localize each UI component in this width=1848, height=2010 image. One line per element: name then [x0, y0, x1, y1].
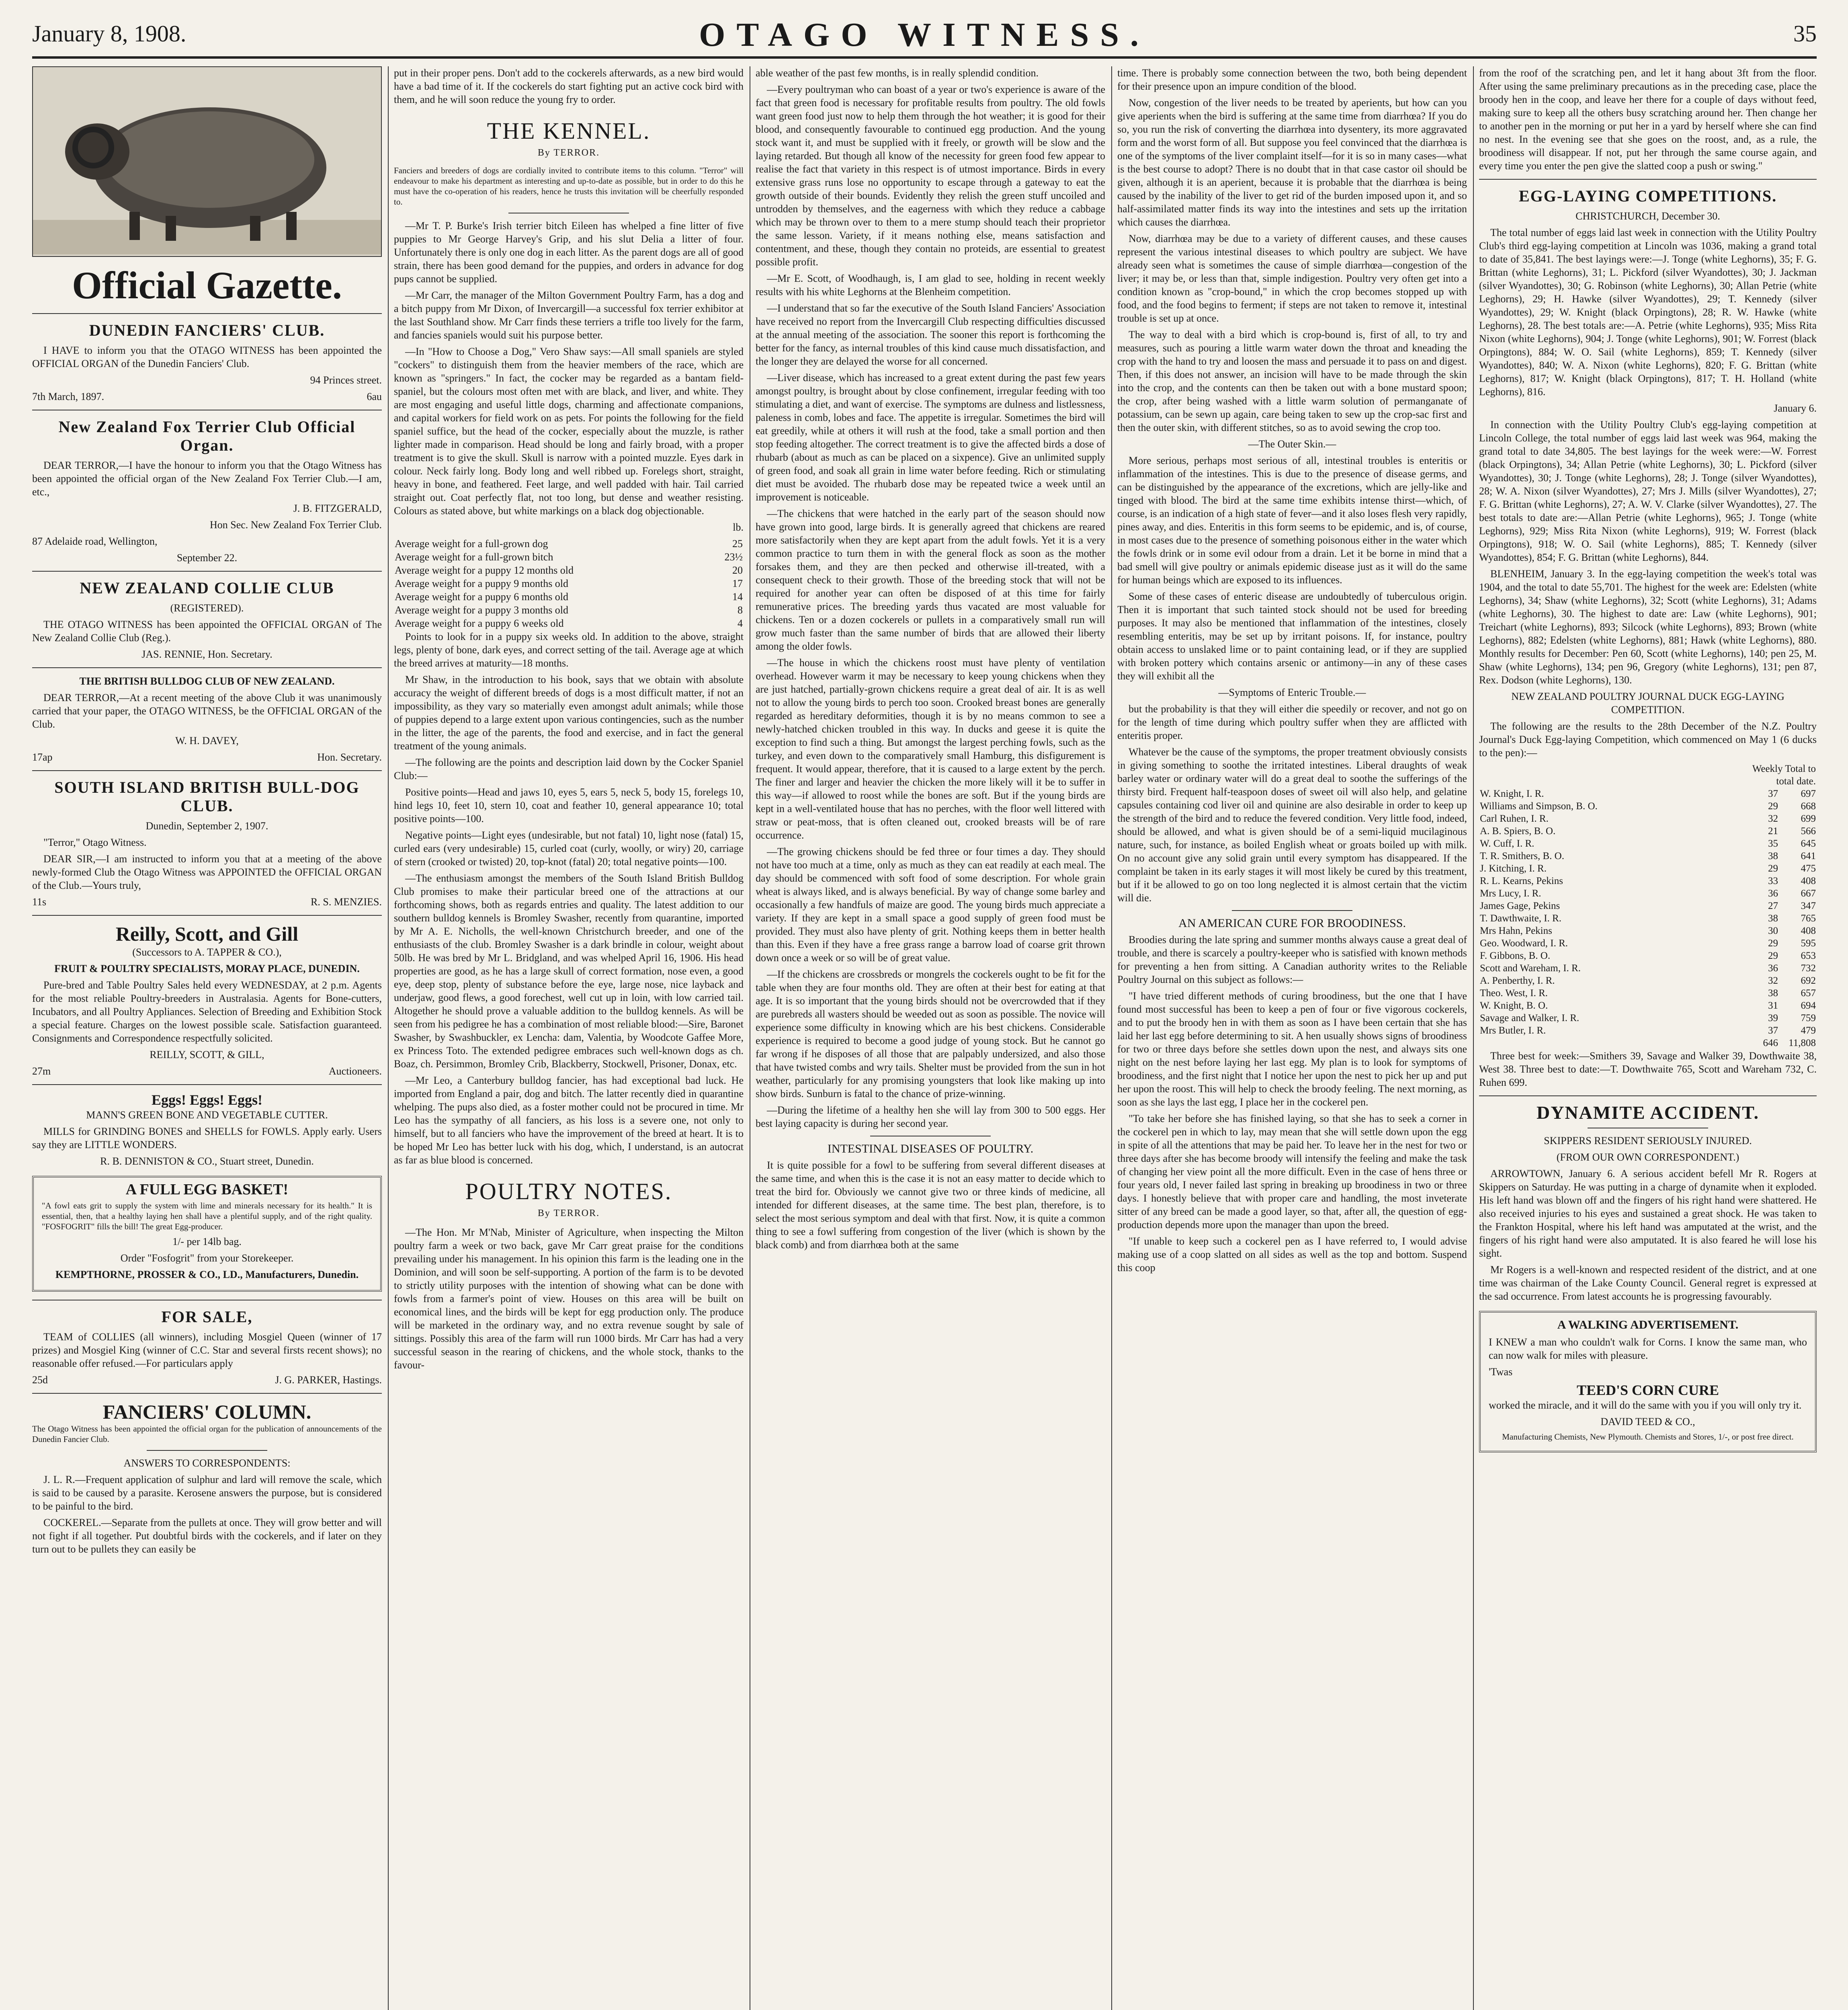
weight-value: 23½	[724, 551, 743, 563]
duck-row	[1479, 999, 1817, 1012]
answer-item: COCKEREL.—Separate from the pullets at once. They will grow better and will not fight if all together. Put doubtful birds with the cockerels, and if later on they turn out to be pullets they can easily be	[32, 1517, 382, 1555]
signature: KEMPTHORNE, PROSSER & CO., LD., Manufacturers, Dunedin.	[55, 1269, 359, 1280]
duck-total: 479	[1801, 1025, 1816, 1036]
paragraph: Points to look for in a puppy six weeks old. In addition to the above, straight legs, plenty of bone, dark eyes, and correct setting of the tail. Average age at which the breed arrives at maturity—18 months.	[394, 631, 744, 669]
paragraph: Some of these cases of enteric disease are undoubtedly of tuberculous origin. Then it is important that such tainted stock should not be used for breeding purposes. It may also be mentioned that inflammation of the intestines, closely resembling enteritis, may be set up by irritant poisons. If, for instance, poultry obtain access to unslaked lime or to paint containing lead, or if they are supplied with broken pottery which contains arsenic or antimony—in any of these cases they will exhibit all the	[1117, 591, 1467, 682]
ram-icon	[33, 67, 381, 254]
weights-row	[394, 590, 744, 603]
weight-label: Average weight for a full-grown dog	[395, 538, 548, 550]
official-gazette-heading: Official Gazette.	[72, 264, 342, 307]
paragraph: —In "How to Choose a Dog," Vero Shaw says:—All small spaniels are styled "cockers" to distinguish them from the heavier members of the race, which are known as "springers." In fact, the cocker may be regarded as a bantam field-spaniel, but the colours most often met with are black, and liver, and white. They are most engaging and useful little dogs, charming and affectionate companions, and capital workers for field work on as pets. For points the following for the field spaniel suffice, but the head of the cocker, especially about the muzzle, is rather lighter made in comparison. Head should be long and fairly broad, with a proper treatment is to give the skull. Skull is narrow with a pointed muzzle. Eyes dark in colour. Neck fairly long. Body long and well ribbed up. Forelegs short, straight, heavy in bone, and feathered. Feet large, and well padded with hair. Tail carried straight out. Coat perfectly flat, not too long, but dense and weather resisting. Colours as stated above, but white markings on a black dog objectionable.	[394, 346, 744, 517]
dynamite-heading: DYNAMITE ACCIDENT.	[1537, 1102, 1759, 1123]
advert-body: TEAM of COLLIES (all winners), including Mosgiel Queen (winner of 17 prizes) and Mosgiel King (winner of C.C. Star and several firsts recent shows); no reasonable offer refused.—For particulars apply	[32, 1331, 382, 1369]
column-rule	[388, 66, 389, 2010]
sheep-illustration	[32, 66, 382, 257]
section-heading: NEW ZEALAND POULTRY JOURNAL DUCK EGG-LAYING COMPETITION.	[1511, 691, 1784, 716]
duck-weekly: 31	[1768, 1000, 1778, 1011]
egg-laying-heading: EGG-LAYING COMPETITIONS.	[1518, 187, 1777, 205]
duck-weekly: 32	[1768, 813, 1778, 824]
ad-code: 25d	[32, 1374, 48, 1386]
advert-body: I KNEW a man who couldn't walk for Corns. I know the same man, who can now walk for miles with pleasure.	[1489, 1336, 1807, 1361]
duck-weekly: 38	[1768, 851, 1778, 861]
paragraph: —The house in which the chickens roost must have plenty of ventilation overhead. However warm it may be necessary to keep young chickens when they are just hatched, partially-grown chickens require a great deal of air. It is as well not to allow the young birds to perch too soon. Crooked breast bones are generally regarded as hereditary deformities, though it is by no means common to see a newly-hatched chicken troubled in this way. In ducks and geese it is quite the exception to find such a thing. But amongst the largest perching fowls, such as the turkey, and even down to the comparatively small Hamburg, this disfigurement is frequent. It would appear, therefore, that it is caused to a large extent by the perch. The finer and larger and heavier the chicken the more likely will it be to suffer in this way—if allowed to roost while the bones are soft. But if the young birds are kept in a well-ventilated house that has no perches, with the floor well littered with straw or peat-moss, that is often cleaned out, crooked breasts will be of rare occurrence.	[756, 657, 1105, 841]
signature: W. H. DAVEY,	[175, 735, 239, 747]
dateline: CHRISTCHURCH, December 30.	[1576, 210, 1720, 222]
paragraph: "To take her before she has finished laying, so that she has to seek a corner in the cockerel pen in which to lay, may mean that she will settle down upon the egg in spite of all the attentions that may be paid her. To leave her in the nest for two or three days after she has become broody will intensify the feeling and make the task of changing her view point all the more difficult. Even in the case of hens three or four years old, I never failed last spring in breaking up broodiness in two or three days. I honestly believe that with proper care and handling, the most inveterate sitter of any breed can be made a good layer, so that, after all, the question of egg-production depends more upon the manager than upon the breed.	[1117, 1113, 1467, 1231]
notice-body: DEAR TERROR,—I have the honour to inform you that the Otago Witness has been appointed the official organ of the New Zealand Fox Terrier Club.—I am, etc.,	[32, 459, 382, 498]
paragraph: —Mr Carr, the manager of the Milton Government Poultry Farm, has a dog and a bitch puppy from Mr Dixon, of Invercargill—a successful fox terrier exhibitor at the last Southland show. Mr Carr finds these terriers a trifle too lively for the farm, and fancies spaniels would suit his purpose better.	[394, 289, 744, 341]
duck-entrant: Geo. Woodward, I. R.	[1480, 938, 1568, 949]
duck-weekly: 37	[1768, 788, 1778, 799]
advert-body: Pure-bred and Table Poultry Sales held every WEDNESDAY, at 2 p.m. Agents for the most reliable Poultry-breeders in Australasia. Agents for Bone-cutters, Incubators, and all Poultry Appliances. Selection of Breeding and Exhibition Stock a special feature. Charges on the lowest possible scale. Satisfaction guaranteed. Consignments and Correspondence respectfully solicited.	[32, 979, 382, 1044]
weight-value: 25	[732, 538, 743, 550]
paragraph: It is quite possible for a fowl to be suffering from several different diseases at the same time, and when this is the case it is not an easy matter to decide which to treat the bird for. Obviously we cannot give two or three kinds of medicine, all intended for different diseases, at the same time. The best plan, therefore, is to select the most serious symptom and deal with that first. Now, it is quite a common thing to see a fowl suffering from congestion of the liver (which is shown by the black comb) and from diarrhœa both at the same	[756, 1159, 1105, 1251]
duck-weekly: 30	[1768, 925, 1778, 936]
duck-total: 566	[1801, 826, 1816, 837]
ad-code: 27m	[32, 1065, 51, 1077]
paragraph: Whatever be the cause of the symptoms, the proper treatment obviously consists in giving something to soothe the irritated intestines. Liberal draughts of weak barley water or ordinary water will do a great deal to soothe the sufferings of the thirsty bird. Frequent half-teaspoon doses of sweet oil will also help, and gelatine capsules containing cod liver oil and quinine are also desirable in order to keep up the strength of the bird and to reduce the fevered condition. Very little food, indeed, should be allowed, and what is given should be of a semi-liquid mucilaginous nature, such, for instance, as boiled English wheat or groats boiled up with milk. On no account give any solid grain until every symptom has disappeared. If the complaint be taken in its early stages it will most likely be cured by this treatment, but if it be allowed to go on too long neglected it is almost certain that the victim will die.	[1117, 746, 1467, 904]
duck-row	[1479, 962, 1817, 974]
egg-basket-advert	[32, 1176, 382, 1292]
subheading: SKIPPERS RESIDENT SERIOUSLY INJURED.	[1544, 1135, 1752, 1147]
advert-title: A FULL EGG BASKET!	[125, 1181, 289, 1198]
paragraph: Positive points—Head and jaws 10, eyes 5, ears 5, neck 5, body 15, forelegs 10, hind legs 10, feet 10, stern 10, coat and feather 10, general appearance 10; total positive points—100.	[394, 786, 744, 825]
byline: (FROM OUR OWN CORRESPONDENT.)	[1556, 1151, 1739, 1163]
paragraph: —Mr E. Scott, of Woodhaugh, is, I am glad to see, holding in recent weekly results with his white Leghorns at the Blenheim competition.	[756, 273, 1105, 297]
duck-weekly: 29	[1768, 863, 1778, 874]
duck-row	[1479, 812, 1817, 825]
paragraph: More serious, perhaps most serious of all, intestinal troubles is enteritis or inflammation of the intestines. This is due to the presence of disease germs, and can be distinguished by the appearance of the excretions, which are jelly-like and tinged with blood. The bird at the same time exhibits intense thirst—which, of course, is an indication of a high state of fever—and it also loses flesh very rapidly, pines away, and dies. Enteritis in this form seems to be epidemic, and is, of course, in most cases due to the presence of something poisonous either in the water which the fowls drink or in some evil odour from a drain. Let it be borne in mind that a bad smell will give poultry or animals epidemic disease just as it will do the same for human beings which are exposed to its influences.	[1117, 455, 1467, 586]
duck-total: 694	[1801, 1000, 1816, 1011]
duck-weekly: 33	[1768, 876, 1778, 886]
weights-row	[394, 603, 744, 617]
paragraph: The way to deal with a bird which is crop-bound is, first of all, to try and measures, such as pouring a little warm water down the throat and kneading the crop with the hand to try and loosen the mass and persuade it to pass on and digest. Then, if this does not answer, an incision will have to be made through the skin into the crop, and the contents can then be taken out with a bone mustard spoon; the crop, after being washed with a little warm solution of permanganate of potassium, can be sewn up again, care being taken to sew up the crop-sac first and then the outer skin, with different stitches, so as to avoid sewing the crop too.	[1117, 329, 1467, 433]
signature: J. B. FITZGERALD,	[293, 503, 382, 514]
weights-row	[394, 577, 744, 590]
column-rule	[1111, 66, 1112, 2010]
column-5	[1479, 66, 1817, 2010]
paragraph: —Every poultryman who can boast of a year or two's experience is aware of the fact that green food is necessary for profitable results from poultry. The old fowls want green food just now to help them through the hot weather; it is good for their blood, and consequently favourable to continued egg production. And the young stock want it, and must be supplied with it freely, or growth will be slow and the laying retarded. But though all know of the necessity for green food few appear to realise the fact that variety in this respect is of utmost importance. Birds in every extensive grass runs lose no opportunity to escape through a gateway to eat the growth outside of their bounds. Evidently they relish the green stuff uncoiled and untrodden by themselves, and the eagerness with which they reduce a cabbage which may be thrown over to them to a mere stump should teach their proprietor the same lesson. Variety, if it means nothing else, means satisfaction and contentment, and these, though they contain no proteids, are essential to greatest possible profit.	[756, 84, 1105, 268]
notice-title: DUNEDIN FANCIERS' CLUB.	[89, 321, 325, 339]
paragraph: —During the lifetime of a healthy hen she will lay from 300 to 500 eggs. Her best laying capacity is during her second year.	[756, 1104, 1105, 1129]
duck-total: 697	[1801, 788, 1816, 799]
weights-unit: lb.	[733, 521, 744, 533]
weight-label: Average weight for a puppy 9 months old	[395, 578, 569, 589]
duck-total: 667	[1801, 888, 1816, 899]
grand-total: 11,808	[1789, 1038, 1816, 1048]
column-2	[394, 66, 744, 2010]
notice-subtitle: (REGISTERED).	[170, 602, 244, 614]
duck-entrant: A. B. Spiers, B. O.	[1480, 826, 1556, 837]
notice-date: September 22.	[176, 552, 238, 564]
duck-weekly: 32	[1768, 975, 1778, 986]
signature: JAS. RENNIE, Hon. Secretary.	[141, 648, 272, 660]
weight-value: 4	[738, 617, 743, 629]
paragraph: time. There is probably some connection between the two, both being dependent for their presence upon an impure condition of the blood.	[1117, 67, 1467, 92]
advert-tagline: MANN'S GREEN BONE AND VEGETABLE CUTTER.	[86, 1109, 328, 1121]
notice-date: 7th March, 1897.	[32, 391, 104, 402]
advert-tagline: FRUIT & POULTRY SPECIALISTS, MORAY PLACE, DUNEDIN.	[54, 963, 360, 974]
duck-row	[1479, 974, 1817, 987]
duck-weekly: 29	[1768, 801, 1778, 812]
subheading: —The Outer Skin.—	[1248, 438, 1336, 450]
duck-entrant: Mrs Butler, I. R.	[1480, 1025, 1546, 1036]
duck-entrant: W. Knight, I. R.	[1480, 788, 1544, 799]
duck-total: 759	[1801, 1013, 1816, 1023]
paragraph: —Mr T. P. Burke's Irish terrier bitch Eileen has whelped a fine litter of five puppies to Mr George Harvey's Grip, and his slut Delia a litter of four. Unfortunately there is only one dog in each litter. As the parent dogs are all of good strain, there has been good demand for the puppies, and orders in advance for dog pups cannot be supplied.	[394, 220, 744, 285]
duck-row	[1479, 875, 1817, 887]
duck-row	[1479, 862, 1817, 875]
duck-weekly: 36	[1768, 963, 1778, 974]
paragraph: Now, congestion of the liver needs to be treated by aperients, but how can you give aperients when the bird is suffering at the same time from diarrhœa? If you do so, you run the risk of converting the diarrhœa into dysentery, its more aggravated form and the worst form of all. But suppose you feel convinced that the diarrhœa is one of the symptoms of the liver complaint itself—for it is so in many cases—what is the best course to adopt? There is no doubt that in that case castor oil should be given, although it is an aperient, because it is probable that the diarrhœa is being caused by the inability of the liver to get rid of the burden imposed upon it, and so half-assimilated matter finds its way into the intestines and sets up the irritation which causes the diarrhœa.	[1117, 97, 1467, 228]
signature: R. B. DENNISTON & CO., Stuart street, Dunedin.	[100, 1155, 314, 1167]
notice-body: THE OTAGO WITNESS has been appointed the OFFICIAL ORGAN of The New Zealand Collie Club (Reg.).	[32, 619, 382, 644]
duck-weekly: 27	[1768, 900, 1778, 911]
duck-row	[1479, 987, 1817, 999]
advert-product: TEED'S CORN CURE	[1576, 1382, 1719, 1398]
weekly-total: 646	[1763, 1038, 1778, 1048]
teeds-corn-cure-advert	[1479, 1311, 1817, 1452]
duck-entrant: R. L. Kearns, Pekins	[1480, 876, 1563, 886]
weights-table	[394, 537, 744, 630]
duck-entrant: Williams and Simpson, B. O.	[1480, 801, 1598, 812]
poultry-notes-heading: POULTRY NOTES.	[465, 1178, 672, 1204]
duck-entrant: Savage and Walker, I. R.	[1480, 1013, 1580, 1023]
duck-entrant: Carl Ruhen, I. R.	[1480, 813, 1549, 824]
duck-total: 408	[1801, 876, 1816, 886]
duck-weekly: 37	[1768, 1025, 1778, 1036]
duck-entrant: Mrs Lucy, I. R.	[1480, 888, 1541, 899]
duck-row	[1479, 1012, 1817, 1024]
advert-text: 'Twas	[1489, 1366, 1513, 1378]
weight-label: Average weight for a puppy 12 months old	[395, 564, 574, 576]
kennel-note: Fanciers and breeders of dogs are cordially invited to contribute items to this column. "Terror" will endeavour to make his department as interesting and up-to-date as possible, but in order to do this he must have the co-operation of his readers, hence he trusts this invitation will be cheerfully responded to.	[394, 166, 744, 207]
duck-row	[1479, 925, 1817, 937]
salutation: "Terror," Otago Witness.	[43, 837, 147, 848]
paragraph: —I understand that so far the executive of the South Island Fanciers' Association have received no report from the Invercargill Club respecting difficulties discussed at the annual meeting of the association. The sooner this report is forthcoming the better for the fancy, as internal troubles of this kind cause much dissatisfaction, and the longer they are delayed the worse for all concerned.	[756, 302, 1105, 367]
advert-body: worked the miracle, and it will do the same with you if you will only try it.	[1489, 1399, 1802, 1411]
masthead: OTAGO WITNESS.	[699, 16, 1150, 53]
notice-date: Dunedin, September 2, 1907.	[145, 820, 268, 832]
signature-address: 87 Adelaide road, Wellington,	[32, 535, 158, 547]
signature: REILLY, SCOTT, & GILL,	[150, 1049, 264, 1060]
signature-address: 94 Princes street.	[310, 374, 382, 386]
weight-label: Average weight for a puppy 3 months old	[395, 604, 569, 616]
duck-weekly: 35	[1768, 838, 1778, 849]
paragraph: Negative points—Light eyes (undesirable, but not fatal) 10, light nose (fatal) 15, curled ears (very undesirable) 15, curled coat (curly, woolly, or wiry) 20, carriage of stern (crooked or twisted) 20, top-knot (fatal) 20; total negative points—100.	[394, 829, 744, 868]
duck-row	[1479, 850, 1817, 862]
weights-row	[394, 617, 744, 630]
duck-entrant: F. Gibbons, B. O.	[1480, 950, 1551, 961]
advert-subtitle: (Successors to A. TAPPER & CO.),	[132, 946, 282, 958]
duck-entrant: A. Penberthy, I. R.	[1480, 975, 1555, 986]
paragraph: "If unable to keep such a cockerel pen as I have referred to, I would advise making use of a coop slatted on all sides as well as the top and bottom. Suspend this coop	[1117, 1235, 1467, 1274]
duck-total: 657	[1801, 988, 1816, 999]
paragraph: Three best for week:—Smithers 39, Savage and Walker 39, Dowthwaite 38, West 38. Three best to date:—T. Dowthwaite 765, Scott and Wareham 732, C. Ruhen 699.	[1479, 1050, 1817, 1088]
advert-price: 1/- per 14lb bag.	[172, 1236, 242, 1247]
paragraph: Broodies during the late spring and summer months always cause a great deal of trouble, and there is scarcely a poultry-keeper who is satisfied with known methods for preventing a hen from sitting. A Canadian authority writes to the Reliable Poultry Journal on this subject as follows:—	[1117, 934, 1467, 985]
paragraph: BLENHEIM, January 3. In the egg-laying competition the week's total was 1904, and the total to date 55,701. The highest for the week are: Edelsten (white Leghorns), 34; Shaw (white Leghorns), 32; Scott (white Leghorns), 31; Adams (white Leghorns), 30. The highest to date are: Law (white Leghorns), 901; Treichart (white Leghorns), 893; Silcock (white Leghorns), 893; Brown (white Leghorns), 882; Edelsten (white Leghorns), 881; Hawk (white Leghorns), 880. Monthly results for December: Pen 60, Scott (white Leghorns), 140; pen 25, M. Shaw (white Leghorns), 134; pen 96, Gregory (white Leghorns), 131; pen 87, Rex. Dodson (white Leghorns), 130.	[1479, 568, 1817, 686]
paragraph: "I have tried different methods of curing broodiness, but the one that I have found most successful has been to keep a pen of four or five vigorous cockerels, and to put the broody hen in with them as soon as I have been certain that she has laid her last egg before determining to sit. A hen usually shows signs of broodiness for two or three days before she settles down upon the nest, and always sits one night on the nest before laying her last egg. My plan is to look for symptoms of broodiness, and the first night that I notice her upon the nest to pick her up and put her upon the roost. This will help to check the broody feeling. The next morning, as soon as she lays the last egg, I place her in the cockerel pen.	[1117, 990, 1467, 1108]
duck-weekly: 29	[1768, 938, 1778, 949]
paragraph: Mr Shaw, in the introduction to his book, says that we obtain with absolute accuracy the weight of different breeds of dogs is a most difficult matter, if not an impossibility, as they vary so materially even amongst adult animals; while those of puppies depend to a large extent upon various contingencies, such as the number in the litter, the age of the parents, the food and exercise, and in fact the general treatment of the young animals.	[394, 674, 744, 752]
advert-order: Order "Fosfogrit" from your Storekeeper.	[120, 1252, 294, 1264]
duck-entrant: Theo. West, I. R.	[1480, 988, 1548, 999]
signature-title: Hon. Secretary.	[317, 751, 382, 763]
duck-row	[1479, 950, 1817, 962]
duck-row	[1479, 900, 1817, 912]
answer-item: J. L. R.—Frequent application of sulphur and lard will remove the scale, which is said to be caused by a parasite. Kerosene answers the purpose, but is considered to be painful to the bird.	[32, 1474, 382, 1512]
notice-title: THE BRITISH BULLDOG CLUB OF NEW ZEALAND.	[79, 675, 335, 687]
notice-body: DEAR TERROR,—At a recent meeting of the above Club it was unanimously carried that your paper, the OTAGO WITNESS, be the OFFICIAL ORGAN of the Club.	[32, 692, 382, 730]
column-4	[1117, 66, 1467, 2010]
notice-body: DEAR SIR,—I am instructed to inform you that at a meeting of the above newly-formed Club the Otago Witness was APPOINTED the OFFICIAL ORGAN of the Club.—Yours truly,	[32, 853, 382, 891]
issue-date: January 8, 1908.	[32, 21, 186, 47]
duck-total: 408	[1801, 925, 1816, 936]
ad-code: 6au	[367, 391, 382, 402]
weights-row	[394, 537, 744, 550]
duck-row	[1479, 1024, 1817, 1037]
duck-total: 475	[1801, 863, 1816, 874]
advert-address: Manufacturing Chemists, New Plymouth. Chemists and Stores, 1/-, or post free direct.	[1502, 1432, 1794, 1442]
notice-title: New Zealand Fox Terrier Club Official Organ.	[58, 418, 356, 454]
duck-entrant: T. Dawthwaite, I. R.	[1480, 913, 1561, 924]
duck-entrant: J. Kitching, I. R.	[1480, 863, 1547, 874]
duck-total: 692	[1801, 975, 1816, 986]
advert-title: Reilly, Scott, and Gill	[115, 923, 299, 945]
paragraph: put in their proper pens. Don't add to the cockerels afterwards, as a new bird would have a bad time of it. If the cockerels do start fighting put an active cock bird with them, and he will soon reduce the young fry to order.	[394, 67, 744, 105]
duck-entrant: W. Cuff, I. R.	[1480, 838, 1535, 849]
duck-weekly: 39	[1768, 1013, 1778, 1023]
section-heading: INTESTINAL DISEASES OF POULTRY.	[827, 1142, 1034, 1155]
signature-title: Hon Sec. New Zealand Fox Terrier Club.	[209, 519, 382, 531]
duck-total: 732	[1801, 963, 1816, 974]
kennel-heading: THE KENNEL.	[487, 118, 651, 144]
duck-total: 699	[1801, 813, 1816, 824]
advert-title: Eggs! Eggs! Eggs!	[151, 1092, 263, 1108]
subheading: —Symptoms of Enteric Trouble.—	[1218, 687, 1366, 698]
paragraph: ARROWTOWN, January 6. A serious accident befell Mr R. Rogers at Skippers on Saturday. He was putting in a charge of dynamite when it exploded. His left hand was blown off and the fingers of his right hand were shattered. He also received injuries to his eyes and sustained a great shock. He was taken to the Frankton Hospital, where his left hand was amputated at the wrist, and the fingers of his right hand were also amputated. It is also feared he will lose his sight.	[1479, 1168, 1817, 1259]
duck-row	[1479, 788, 1817, 800]
paragraph: The following are the results to the 28th December of the N.Z. Poultry Journal's Duck Egg-laying Competition, which commenced on May 1 (6 ducks to the pen):—	[1479, 720, 1817, 759]
paragraph: but the probability is that they will either die speedily or recover, and not go on for the length of time during which poultry suffer when they are afflicted with enteritis proper.	[1117, 703, 1467, 741]
duck-row	[1479, 912, 1817, 925]
duck-row	[1479, 800, 1817, 812]
paragraph: —If the chickens are crossbreds or mongrels the cockerels ought to be fit for the table when they are four months old. They are often at their best for eating at that age. It is so important that the young birds should not be overcrowded that if they are purebreds all wasters should be weeded out as soon as possible. The novice will experience some difficulty in knowing which are his best chickens. Considerable experience is required to become a good judge of young stock. But he cannot go far wrong if he disposes of all those that are palpably undersized, and also those that have twisted combs and wry tails. Shelter must be provided from the sun in hot weather, particularly for any promising youngsters that look like making up into show birds. Sunburn is fatal to the chance of prize-winning.	[756, 968, 1105, 1099]
weight-value: 20	[732, 564, 743, 576]
ad-code: 17ap	[32, 751, 53, 763]
paragraph: Now, diarrhœa may be due to a variety of different causes, and these causes represent the various intestinal diseases to which poultry are subject. We have already seen what is sometimes the cause of simple diarrhœa—congestion of the liver; it may be, or less than that, simple indigestion. Poultry very often get into a condition known as "crop-bound," in which the crop becomes stopped up with food, and the food begins to ferment; if steps are not taken to remove it, intestinal trouble is set up at once.	[1117, 233, 1467, 324]
signature: J. G. PARKER, Hastings.	[275, 1374, 382, 1386]
duck-weekly: 38	[1768, 913, 1778, 924]
weights-row	[394, 564, 744, 577]
duck-entrant: T. R. Smithers, B. O.	[1480, 851, 1564, 861]
paragraph: The total number of eggs laid last week in connection with the Utility Poultry Club's third egg-laying competition at Lincoln was 1036, making a grand total to date of 35,841. The best layings were:—J. Tonge (white Leghorns), 35; F. G. Brittan (white Leghorns), 31; L. Pickford (silver Wyandottes), 30; J. Jackman (silver Wyandottes), 30; G. Robinson (white Leghorns), 30; Allan Petrie (white Leghorns), 29; H. Hawke (silver Wyandottes), 29; T. Kennedy (silver Wyandottes), 29; W. Knight (black Orpingtons), 28; R. W. Hawke (white Leghorns), 28. The best totals are:—A. Petrie (white Leghorns), 935; Miss Rita Nixon (white Leghorns), 904; J. Tonge (white Leghorns), 901; W. Forrest (black Orpingtons), 884; W. O. Sail (white Leghorns), 859; T. Kennedy (silver Wyandottes), 840; W. A. Nixon (white Leghorns), 820; F. G. Brittan (white Leghorns), 817; W. Knight (black Orpingtons), 817; T. H. Holland (white Leghorns), 816.	[1479, 227, 1817, 398]
duck-total: 668	[1801, 801, 1816, 812]
weight-value: 17	[732, 578, 743, 589]
paragraph: —The following are the points and description laid down by the Cocker Spaniel Club:—	[394, 757, 744, 781]
duck-results-table	[1479, 763, 1817, 1049]
signature: R. S. MENZIES.	[311, 896, 382, 908]
notice-title: SOUTH ISLAND BRITISH BULL-DOG CLUB.	[54, 778, 360, 815]
paragraph: from the roof of the scratching pen, and let it hang about 3ft from the floor. After using the same preliminary precautions as in the preceding case, place the broody hen in the coop, and leave her there for a couple of days without feed, making sure to keep all the others busy scratching around her. Then change her to another pen in the morning or put her in a yard by herself where she can find no nest. In the evening see that she goes on the roost, and, as a rule, the broodiness will disappear. If not, put her through the same course again, and every time you enter the pen give the slatted coop a push or swing."	[1479, 67, 1817, 172]
byline: By TERROR.	[537, 1208, 600, 1218]
duck-weekly: 21	[1768, 826, 1778, 837]
duck-total: 641	[1801, 851, 1816, 861]
dateline: January 6.	[1774, 402, 1817, 414]
duck-row	[1479, 937, 1817, 950]
page-header	[32, 12, 1817, 59]
duck-entrant: James Gage, Pekins	[1480, 900, 1560, 911]
duck-row	[1479, 825, 1817, 837]
section-heading: AN AMERICAN CURE FOR BROODINESS.	[1178, 917, 1406, 930]
paragraph: Mr Rogers is a well-known and respected resident of the district, and at one time was chairman of the Lake County Council. General regret is expressed at the sad occurrence. From latest accounts he is progressing favourably.	[1479, 1264, 1817, 1302]
notice-body: I HAVE to inform you that the OTAGO WITNESS has been appointed the OFFICIAL ORGAN of the Dunedin Fanciers' Club.	[32, 345, 382, 369]
weights-row	[394, 550, 744, 564]
advert-body: "A fowl eats grit to supply the system with lime and minerals necessary for its health." It is essential, then, that a healthy laying hen shall have a plentiful supply, and of the right quality. "FOSFOGRIT" fills the bill! The great Egg-producer.	[42, 1201, 372, 1231]
advert-title: FOR SALE,	[161, 1308, 253, 1326]
signature-title: Auctioneers.	[328, 1065, 382, 1077]
duck-row	[1479, 837, 1817, 850]
duck-total: 347	[1801, 900, 1816, 911]
answers-heading: ANSWERS TO CORRESPONDENTS:	[123, 1457, 291, 1469]
duck-total: 653	[1801, 950, 1816, 961]
duck-entrant: W. Knight, B. O.	[1480, 1000, 1548, 1011]
duck-total: 595	[1801, 938, 1816, 949]
column-3	[756, 66, 1105, 2010]
signature: DAVID TEED & CO.,	[1600, 1416, 1695, 1428]
paragraph: —Mr Leo, a Canterbury bulldog fancier, has had exceptional bad luck. He imported from England a pair, dog and bitch. The latter recently died in quarantine whelping. The pups also died, as a foster mother could not be procured in time. Mr Leo has the sympathy of all fanciers, as his loss is a severe one, not only to himself, but to all fanciers who have the improvement of the breed at heart. It is to be hoped Mr Leo has better luck with his dog, which, I understand, is an autocrat as far as blue blood is concerned.	[394, 1075, 744, 1166]
paragraph: —The chickens that were hatched in the early part of the season should now have grown into good, large birds. It is generally agreed that chickens are reared more satisfactorily when they are kept apart from the adult fowls. Yet it is a very common practice to turn them in with the general flock as soon as the mother forsakes them, and they are then pecked and otherwise ill-treated, with a consequent check to their growth. Those of the breeding stock that will not be required for another year can often be disposed of at this time for fairly remunerative prices. The breeding yards thus vacated are most valuable for chickens. Ten or a dozen cockerels or pullets in a comparatively small run will grow much faster than the same number of birds that are allowed their liberty among the older fowls.	[756, 508, 1105, 652]
duck-weekly: 36	[1768, 888, 1778, 899]
paragraph: —The Hon. Mr M'Nab, Minister of Agriculture, when inspecting the Milton poultry farm a week or two back, gave Mr Carr great praise for the conditions prevailing under his management. In his opinion this farm is the leading one in the Dominion, and will soon be self-supporting. A portion of the farm is to be devoted to strictly utility purposes with the intention of showing what can be done with fowls from a farmer's point of view. Houses on this area will be built on economical lines, and the birds will be kept for egg production only. The produce will be marketed in the ordinary way, and no extra revenue sought by sale of sittings. Possibly this area of the farm will run 1000 birds. Mr Carr has had a very successful season in the rearing of chickens, and the whole stock, thanks to the favour-	[394, 1227, 744, 1371]
duck-weekly: 29	[1768, 950, 1778, 961]
advert-body: MILLS for GRINDING BONES and SHELLS for FOWLS. Apply early. Users say they are LITTLE WONDERS.	[32, 1126, 382, 1151]
column-note: The Otago Witness has been appointed the official organ for the publication of announcements of the Dunedin Fancier Club.	[32, 1424, 382, 1444]
weight-value: 8	[738, 604, 743, 616]
paragraph: —Liver disease, which has increased to a great extent during the past few years amongst poultry, is brought about by close confinement, irregular feeding with too stimulating a diet, and want of exercise. The symptoms are dulness and listlessness, paleness in comb, lobes and face. The appetite is irregular. Sometimes the bird will eat greedily, while at others it will rush at the food, take a small portion and then stop feeding altogether. The correct treatment is to give the affected birds a dose of rhubarb (about as much as can be placed on a sixpence). Give an unlimited supply of green food, and soak all grain in lime water before feeding. Rich or stimulating diet must be avoided. The rhubarb dose may be repeated twice a week until an improvement is noticeable.	[756, 372, 1105, 503]
column-rule	[1473, 66, 1474, 2010]
duck-entrant: Mrs Hahn, Pekins	[1480, 925, 1552, 936]
advert-title: A WALKING ADVERTISEMENT.	[1557, 1318, 1739, 1331]
paragraph: —The growing chickens should be fed three or four times a day. They should not have too much at a time, only as much as they can eat readily at each meal. The day should be commenced with soft food of some description. For whole grain wheat is always liked, and is always beneficial. By way of change some barley and occasionally a few handfuls of maize are good. The young birds much appreciate a variety. If they are kept in a small space a good supply of green food must be provided. They must also have plenty of grit. Nothing keeps them in better health than this. Even if they have a free grass range a barrow load of coarse grit thrown down once a week or so will be of great value.	[756, 846, 1105, 964]
weight-value: 14	[732, 591, 743, 603]
duck-total: 645	[1801, 838, 1816, 849]
weight-label: Average weight for a puppy 6 months old	[395, 591, 569, 603]
weight-label: Average weight for a full-grown bitch	[395, 551, 553, 563]
column-1	[32, 66, 382, 2010]
duck-row	[1479, 887, 1817, 900]
duck-entrant: Scott and Wareham, I. R.	[1480, 963, 1581, 974]
weight-label: Average weight for a puppy 6 weeks old	[395, 617, 564, 629]
duck-weekly: 38	[1768, 988, 1778, 999]
fanciers-column-heading: FANCIERS' COLUMN.	[102, 1401, 311, 1423]
paragraph: —The enthusiasm amongst the members of the South Island British Bulldog Club promises to make their particular breed one of the attractions at our forthcoming shows, both as regards entries and quality. The latest addition to our southern bulldog kennels is Bromley Swasher, recently from quarantine, imported by Mr A. E. Nicholls, the well-known Christchurch breeder, and one of the enthusiasts of the club. Bromley Swasher is a dark brindle in colour, weight about 50lb. He was bred by Mr L. Bridgland, and was whelped April 16, 1906. His head properties are good, as he has a large skull of correct formation, nose even, a good eye, deep stop, plenty of substance before the eye, large nose, nice layback and underjaw, good flews, a good forechest, well cut up in loin, with low carried tail. Altogether he should prove a valuable addition to the bulldog kennels. As will be seen from his pedigree he has a combination of most reliable blood:—Sire, Baronet Swasher, by Swashbuckler, ex Lencha: dam, Valentia, by Woodcote Gaffee More, ex Princess Toto. The extended pedigree embraces such well-known dogs as ch. Boaz, ch. Persimmon, Bromley Crib, Blackberry, Stockwell, Prisoner, Donax, etc.	[394, 872, 744, 1070]
notice-title: NEW ZEALAND COLLIE CLUB	[80, 579, 334, 597]
paragraph: able weather of the past few months, is in really splendid condition.	[756, 67, 1039, 79]
duck-total: 765	[1801, 913, 1816, 924]
ad-code: 11s	[32, 896, 47, 908]
table-header: Weekly Total to total date.	[1752, 763, 1816, 787]
byline: By TERROR.	[537, 148, 600, 158]
paragraph: In connection with the Utility Poultry Club's egg-laying competition at Lincoln College, the total number of eggs laid last week was 964, making the grand total to date 34,805. The best layings for the week were:—W. Forrest (black Orpingtons), 34; Allan Petrie (white Leghorns), 30; L. Pickford (silver Wyandottes), 30; J. Tonge (white Leghorns), 28; J. Tonge (silver Wyandottes), 28; W. A. Nixon (silver Wyandottes), 27; Mrs J. Mills (silver Wyandottes), 27; F. G. Brittan (white Leghorns), 27; A. W. V. Clarke (silver Wyandottes), 27. The best totals to date are:—Allan Petrie (white Leghorns), 965; J. Tonge (white Leghorns), 929; Miss Rita Nixon (white Leghorns), 919; W. Forrest (black Orpingtons), 918; W. O. Sail (white Leghorns), 885; T. Kennedy (silver Wyandottes), 854; F. G. Brittan (white Leghorns), 844.	[1479, 419, 1817, 563]
page-number: 35	[1793, 21, 1817, 47]
